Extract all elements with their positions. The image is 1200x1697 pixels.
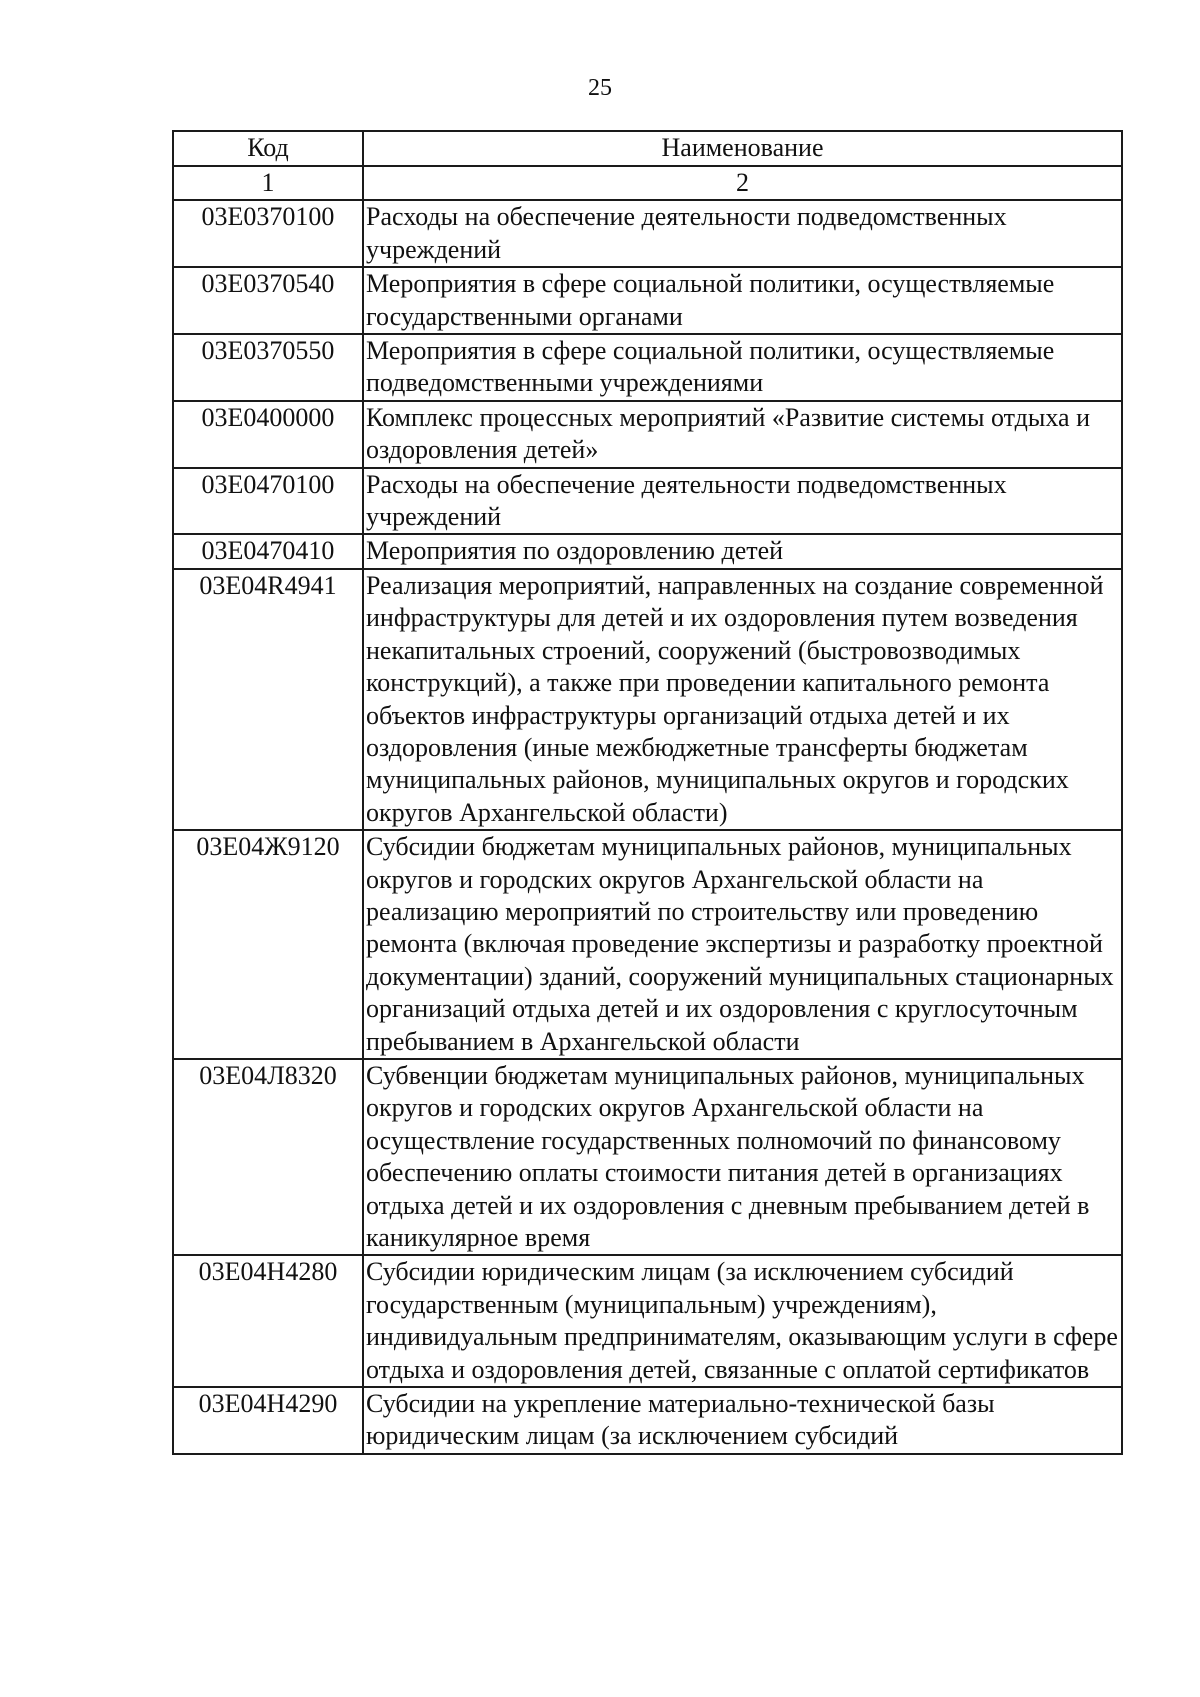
table-row [173,1255,1122,1387]
row-code: 03Е0470410 [173,534,363,568]
row-code: 03Е0400000 [173,401,363,468]
header-code: Код [173,131,363,166]
row-name: Мероприятия в сфере социальной политики, осуществляемые государственными органами [363,267,1122,334]
column-number-name: 2 [363,166,1122,200]
table-row [173,334,1122,401]
table-row [173,401,1122,468]
table-row [173,267,1122,334]
column-number-code: 1 [173,166,363,200]
budget-code-table [172,130,1123,1455]
table-row [173,468,1122,535]
row-code: 03Е04R4941 [173,569,363,830]
page-number: 25 [588,75,612,101]
row-code: 03Е04Н4290 [173,1387,363,1454]
row-code: 03Е04Ж9120 [173,830,363,1059]
row-code: 03Е04Н4280 [173,1255,363,1387]
column-number-row [173,166,1122,200]
row-code: 03Е04Л8320 [173,1059,363,1255]
table-row [173,1387,1122,1454]
row-name: Расходы на обеспечение деятельности подведомственных учреждений [363,468,1122,535]
row-name: Реализация мероприятий, направленных на создание современной инфраструктуры для детей и их оздоровления путем возведения некапитальных строений, сооружений (быстровозводимых конструкций), а также при проведении капитального ремонта объектов инфраструктуры организаций отдыха детей и их оздоровления (иные межбюджетные трансферты бюджетам муниципальных районов, муниципальных округов и городских округов Архангельской области) [363,569,1122,830]
row-name: Субсидии бюджетам муниципальных районов, муниципальных округов и городских округов Архангельской области на реализацию мероприятий по строительству или проведению ремонта (включая проведение экспертизы и разработку проектной документации) зданий, сооружений муниципальных стационарных организаций отдыха детей и их оздоровления с круглосуточным пребыванием в Архангельской области [363,830,1122,1059]
row-name: Комплекс процессных мероприятий «Развитие системы отдыха и оздоровления детей» [363,401,1122,468]
row-name: Мероприятия по оздоровлению детей [363,534,1122,568]
table-row [173,1059,1122,1255]
header-name: Наименование [363,131,1122,166]
row-name: Субсидии юридическим лицам (за исключением субсидий государственным (муниципальным) учреждениям), индивидуальным предпринимателям, оказывающим услуги в сфере отдыха и оздоровления детей, связанные с оплатой сертификатов [363,1255,1122,1387]
row-name: Субвенции бюджетам муниципальных районов, муниципальных округов и городских округов Архангельской области на осуществление государственных полномочий по финансовому обеспечению оплаты стоимости питания детей в организациях отдыха детей и их оздоровления с дневным пребыванием детей в каникулярное время [363,1059,1122,1255]
row-code: 03Е0470100 [173,468,363,535]
table-row [173,830,1122,1059]
row-code: 03Е0370550 [173,334,363,401]
row-name: Мероприятия в сфере социальной политики, осуществляемые подведомственными учреждениями [363,334,1122,401]
row-code: 03Е0370540 [173,267,363,334]
row-name: Расходы на обеспечение деятельности подведомственных учреждений [363,200,1122,267]
row-code: 03Е0370100 [173,200,363,267]
header-row [173,131,1122,166]
table-row [173,569,1122,830]
table-row [173,200,1122,267]
row-name: Субсидии на укрепление материально-технической базы юридическим лицам (за исключением субсидий [363,1387,1122,1454]
table-row [173,534,1122,568]
